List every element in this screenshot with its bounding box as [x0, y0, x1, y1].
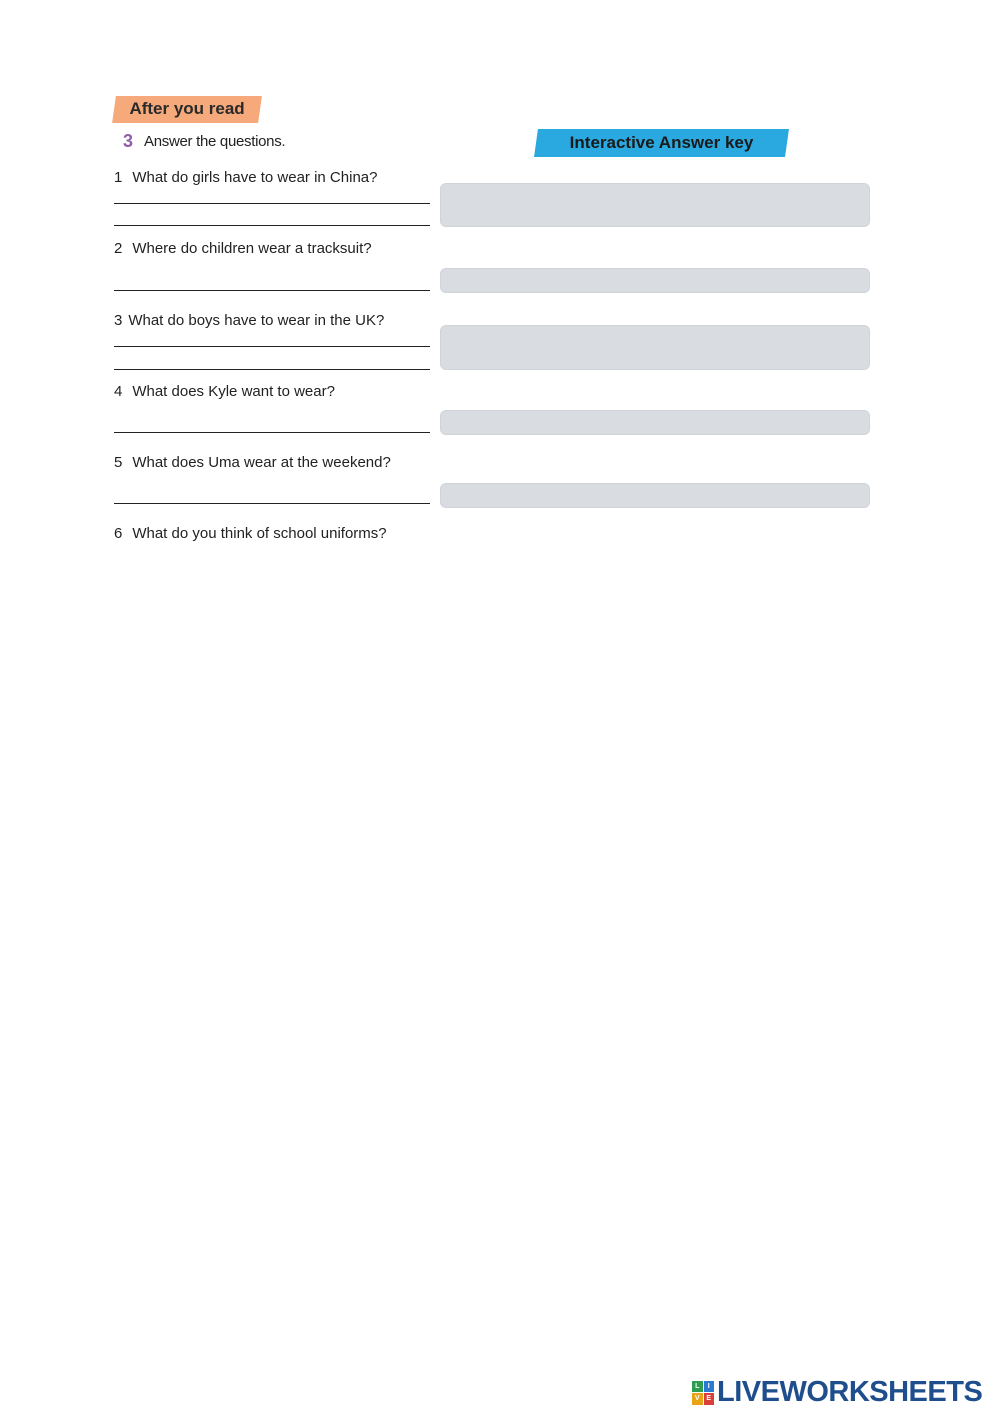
question-text: What does Kyle want to wear? — [132, 383, 335, 400]
section-tag — [112, 96, 262, 123]
writing-line — [114, 290, 430, 291]
question-number: 6 — [114, 525, 123, 542]
writing-line — [114, 432, 430, 433]
question-text: What does Uma wear at the weekend? — [132, 454, 391, 471]
question-text: Where do children wear a tracksuit? — [132, 240, 372, 257]
writing-line — [114, 503, 430, 504]
question-number: 4 — [114, 383, 123, 400]
answer-key-label: Interactive Answer key — [569, 133, 754, 152]
exercise-number: 3 — [123, 131, 134, 151]
question-number: 3 — [114, 312, 123, 329]
exercise-instruction: Answer the questions. — [144, 133, 286, 150]
question-6 — [114, 525, 387, 542]
question-4 — [114, 383, 335, 400]
liveworksheets-logo — [692, 1376, 982, 1409]
section-tag-label: After you read — [129, 99, 245, 118]
question-5 — [114, 454, 391, 471]
answer-field-1[interactable] — [440, 183, 870, 227]
answer-field-2[interactable] — [440, 268, 870, 293]
writing-line — [114, 225, 430, 226]
writing-line — [114, 203, 430, 204]
question-1 — [114, 169, 377, 186]
answer-field-3[interactable] — [440, 325, 870, 370]
question-text: What do you think of school uniforms? — [132, 525, 387, 542]
question-text: What do boys have to wear in the UK? — [128, 312, 385, 329]
question-3 — [114, 312, 384, 329]
answer-field-5[interactable] — [440, 483, 870, 508]
writing-line — [114, 369, 430, 370]
liveworksheets-wordmark: LIVEWORKSHEETS — [717, 1376, 983, 1408]
answer-field-4[interactable] — [440, 410, 870, 435]
question-number: 2 — [114, 240, 123, 257]
liveworksheets-logo-icon: L I V E — [692, 1381, 714, 1405]
question-number: 1 — [114, 169, 123, 186]
answer-key-banner[interactable] — [534, 129, 789, 157]
writing-line — [114, 346, 430, 347]
question-number: 5 — [114, 454, 123, 471]
question-2 — [114, 240, 372, 257]
question-text: What do girls have to wear in China? — [132, 169, 378, 186]
